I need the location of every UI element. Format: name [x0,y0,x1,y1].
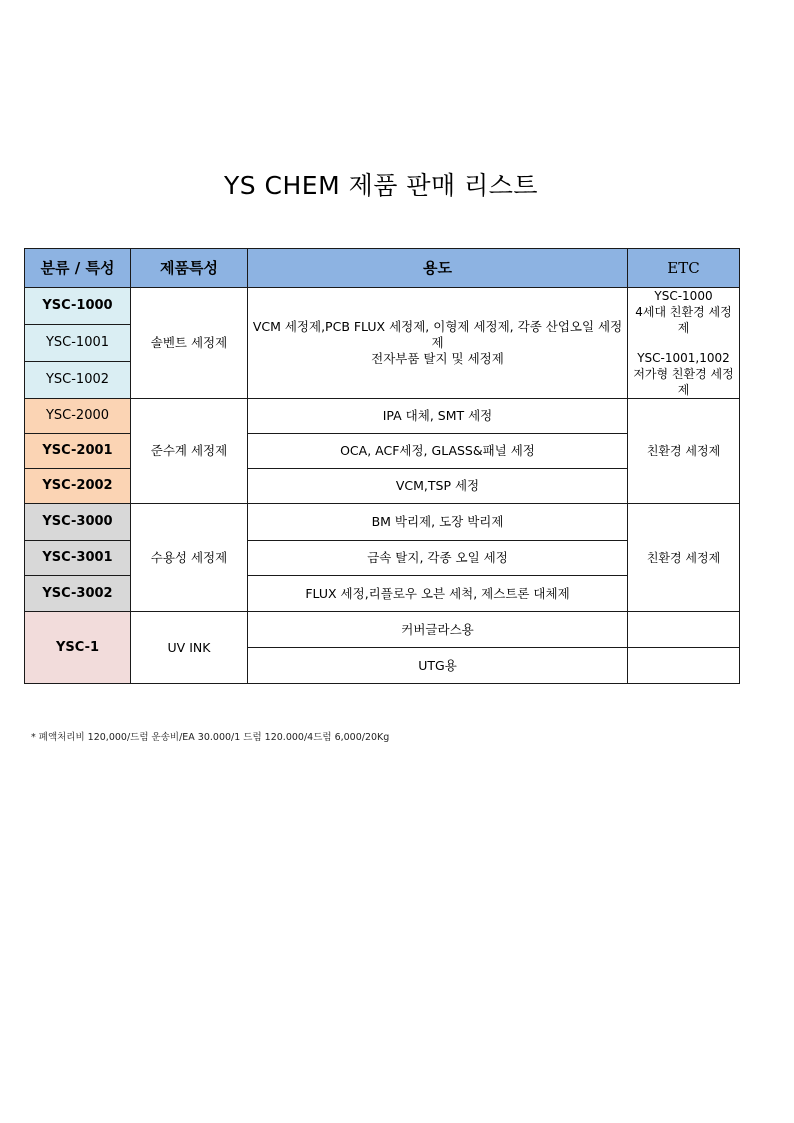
header-etc: ETC [628,249,740,288]
product-code: YSC-2000 [25,399,131,434]
etc-line: YSC-1001,1002 [637,351,730,365]
product-usage: FLUX 세정,리플로우 오븐 세척, 제스트론 대체제 [248,576,628,612]
product-code: YSC-1002 [25,362,131,399]
product-usage: IPA 대체, SMT 세정 [248,399,628,434]
product-feature: UV INK [131,612,248,684]
usage-line: 전자부품 탈지 및 세정제 [371,351,504,366]
product-code: YSC-2001 [25,434,131,469]
header-feature: 제품특성 [131,249,248,288]
table-row [25,504,740,541]
etc-line: YSC-1000 [654,289,713,303]
product-code: YSC-1001 [25,325,131,362]
product-table [24,248,740,684]
product-code: YSC-2002 [25,469,131,504]
table-row [25,612,740,648]
product-code: YSC-3000 [25,504,131,541]
product-usage [248,288,628,399]
etc-line: 4세대 친환경 세정제 [635,305,732,335]
product-usage: VCM,TSP 세정 [248,469,628,504]
footnote: * 폐액처리비 120,000/드럼 운송비/EA 30.000/1 드럼 120.000/4드럼 6,000/20Kg [31,732,390,743]
table-row [25,399,740,434]
product-etc: 친환경 세정제 [628,504,740,612]
table-row [25,288,740,325]
product-etc [628,648,740,684]
product-etc [628,612,740,648]
product-usage: OCA, ACF세정, GLASS&패널 세정 [248,434,628,469]
product-feature: 준수계 세정제 [131,399,248,504]
product-usage: BM 박리제, 도장 박리제 [248,504,628,541]
product-usage: UTG용 [248,648,628,684]
product-code: YSC-1 [25,612,131,684]
page-title: YS CHEM 제품 판매 리스트 [223,171,539,200]
product-etc: 친환경 세정제 [628,399,740,504]
product-code: YSC-3002 [25,576,131,612]
usage-line: VCM 세정제,PCB FLUX 세정제, 이형제 세정제, 각종 산업오일 세정제 [252,319,623,350]
product-feature: 솔벤트 세정제 [131,288,248,399]
product-etc [628,288,740,399]
header-row [25,249,740,288]
product-code: YSC-3001 [25,541,131,576]
product-usage: 커버글라스용 [248,612,628,648]
etc-line: 저가형 친환경 세정제 [633,367,734,397]
header-usage: 용도 [248,249,628,288]
product-usage: 금속 탈지, 각종 오일 세정 [248,541,628,576]
header-category: 분류 / 특성 [25,249,131,288]
product-code: YSC-1000 [25,288,131,325]
product-feature: 수용성 세정제 [131,504,248,612]
